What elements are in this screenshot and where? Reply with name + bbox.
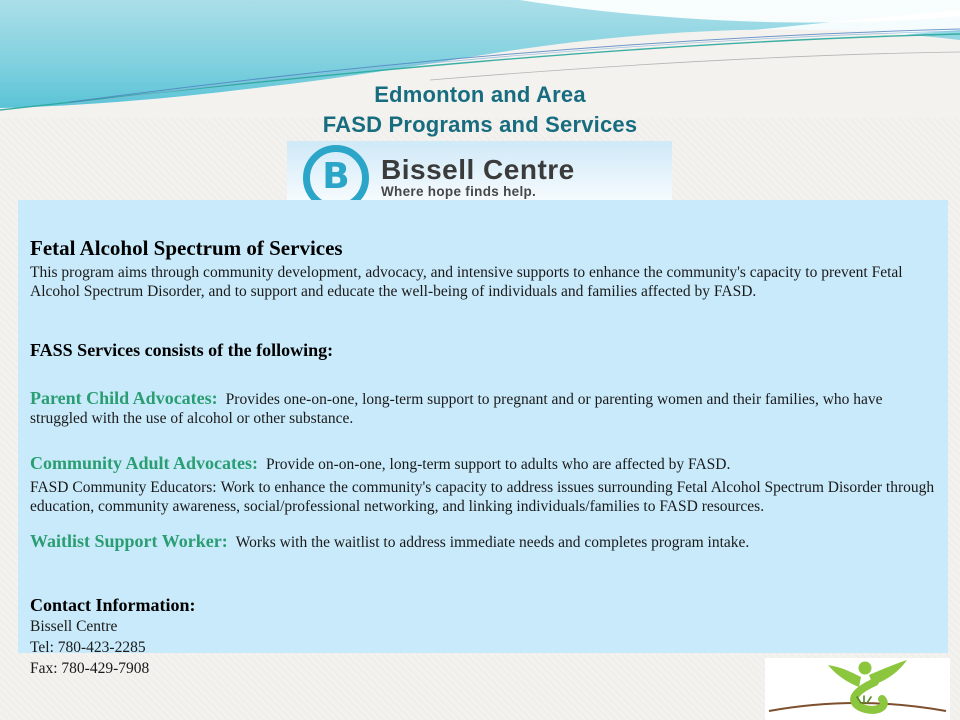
slide-title [0, 80, 960, 140]
contact-tel: Tel: 780-423-2285 [30, 639, 146, 656]
service-description: Works with the waitlist to address immediate needs and completes program intake. [235, 534, 750, 551]
service-community-adult-advocates [30, 454, 938, 474]
section-title: Fetal Alcohol Spectrum of Services [30, 236, 343, 260]
service-description: Provide on-on-one, long-term support to adults who are affected by FASD. [266, 456, 731, 473]
service-label: Waitlist Support Worker: [30, 531, 228, 551]
service-label: FASD Community Educators: [30, 479, 217, 496]
contact-org-name: Bissell Centre [30, 618, 118, 635]
title-line-1: Edmonton and Area [374, 82, 586, 107]
service-description: Provides one-on-one, long-term support to pregnant and or parenting women and their families, who have struggled with the use of alcohol or other substance. [30, 391, 883, 427]
green-figure-icon [765, 658, 950, 720]
contact-heading: Contact Information: [30, 595, 196, 615]
title-line-2: FASD Programs and Services [322, 112, 638, 137]
logo-text [381, 153, 575, 200]
service-fasd-community-educators [30, 478, 938, 516]
service-waitlist-support-worker [30, 532, 938, 552]
footer-logo [765, 658, 950, 720]
content-panel [18, 200, 948, 677]
service-description: Work to enhance the community's capacity to address issues surrounding Fetal Alcohol Spectrum Disorder through education, community awareness, social/professional networking, and linking individuals/families to FASD resources. [30, 479, 935, 515]
service-parent-child-advocates [30, 389, 938, 428]
service-label: Community Adult Advocates: [30, 453, 259, 473]
logo-tagline: Where hope finds help. [381, 183, 537, 199]
section-body: This program aims through community development, advocacy, and intensive supports to enhance the community's capacity to prevent Fetal Alcohol Spectrum Disorder, and to support and educate the well-being of individuals and families affected by FASD. [30, 264, 903, 300]
services-heading: FASS Services consists of the following: [30, 340, 334, 360]
contact-fax: Fax: 780-429-7908 [30, 660, 150, 677]
logo-name: Bissell Centre [381, 153, 575, 185]
service-label: Parent Child Advocates: [30, 388, 218, 408]
monogram-letter: B [322, 155, 350, 197]
